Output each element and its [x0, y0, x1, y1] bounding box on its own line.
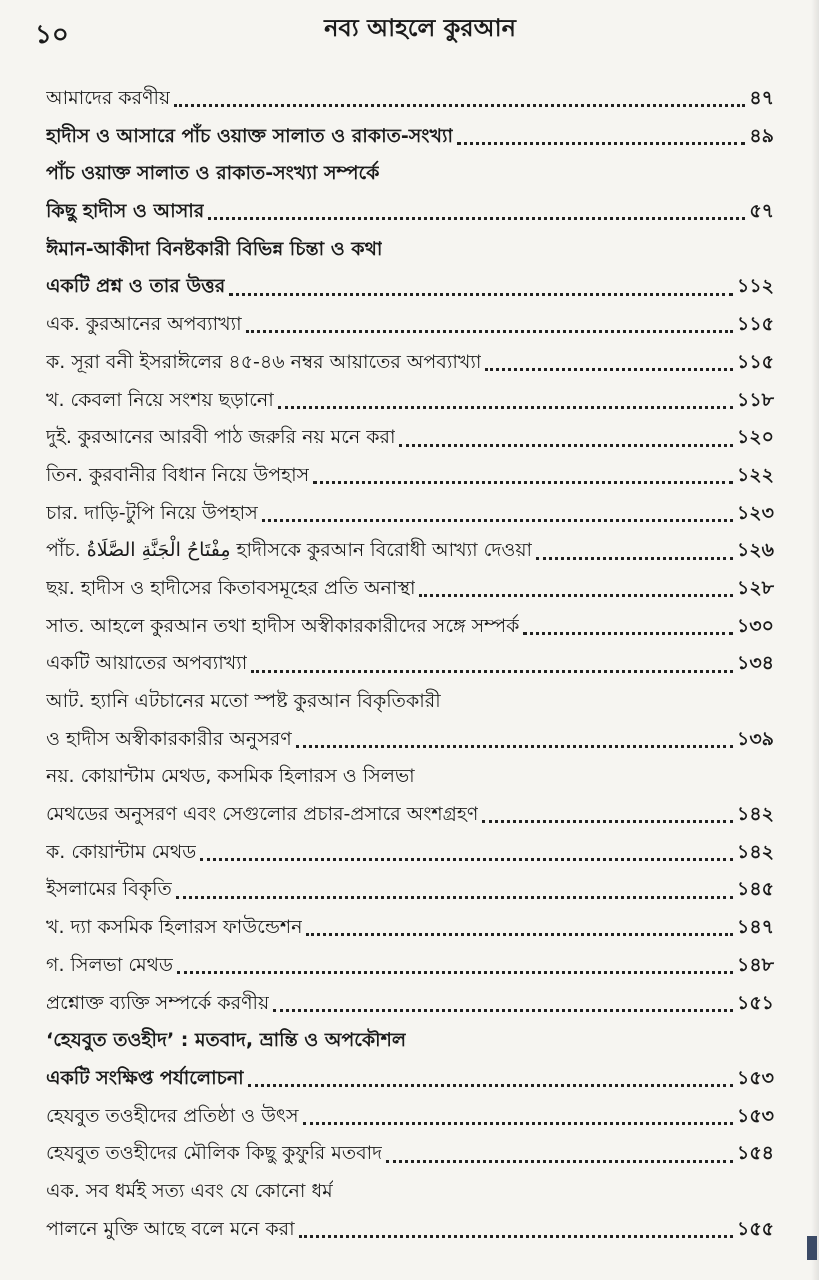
toc-row	[46, 834, 774, 872]
toc-row	[46, 796, 774, 834]
toc-entry-page-number: ১৪৫	[737, 878, 774, 901]
toc-row	[46, 268, 774, 306]
toc-entry-page-number: ১৩০	[736, 614, 774, 637]
toc-row	[46, 231, 774, 269]
toc-entry-page-number: ১৫৩	[736, 1066, 774, 1089]
toc-entry-page-number: ১২৮	[736, 576, 774, 599]
toc-entry-title: ক. সূরা বনী ইসরাঈলের ৪৫-৪৬ নম্বর আয়াতের অপব্যাখ্যা	[46, 350, 482, 373]
toc-entry-page-number: ১৪৭	[736, 916, 774, 939]
dot-leader	[399, 444, 732, 447]
toc-entry-title: দুই. কুরআনের আরবী পাঠ জরুরি নয় মনে করা	[46, 426, 396, 449]
dot-leader	[278, 406, 733, 409]
page-edge-shadow	[811, 0, 819, 1280]
toc-entry-page-number: ১৪২	[736, 840, 774, 863]
corner-mark	[807, 1236, 817, 1260]
toc-entry-title: পালনে মুক্তি আছে বলে মনে করা	[46, 1217, 295, 1240]
toc-entry-title: ইসলামের বিকৃতি	[46, 878, 172, 901]
toc-row	[46, 1173, 774, 1211]
toc-row	[46, 683, 774, 721]
toc-row	[46, 457, 774, 495]
toc-entry-title: খ. দ্যা কসমিক হিলারস ফাউন্ডেশন	[46, 916, 303, 939]
toc-entry-page-number: ১২০	[736, 426, 774, 449]
toc-entry-page-number: ১১২	[736, 275, 774, 298]
dot-leader	[482, 820, 733, 823]
toc-entry-title: ক. কোয়ান্টাম মেথড	[46, 840, 197, 863]
dot-leader	[208, 217, 745, 220]
toc-entry-page-number: ১১৫	[737, 313, 774, 336]
dot-leader	[386, 1160, 733, 1163]
toc-row	[46, 532, 774, 570]
toc-row	[46, 495, 774, 533]
toc-entry-title: পাঁচ. مِفْتَاحُ الْجَنَّةِ الصَّلَاةُ হাদীসকে কুরআন বিরোধী আখ্যা দেওয়া	[46, 539, 533, 562]
toc-entry-page-number: ১৩৪	[736, 652, 774, 675]
toc-entry-title: এক. সব ধর্মই সত্য এবং যে কোনো ধর্ম	[46, 1179, 333, 1202]
toc-row	[46, 306, 774, 344]
toc-row	[46, 118, 774, 156]
toc-entry-title: হাদীস ও আসারে পাঁচ ওয়াক্ত সালাত ও রাকাত-সংখ্যা	[46, 124, 453, 147]
toc-row	[46, 1060, 774, 1098]
page-number: ১০	[35, 20, 69, 50]
toc-entry-title: হেযবুত তওহীদের প্রতিষ্ঠা ও উৎস	[46, 1104, 299, 1127]
toc-entry-page-number: ১২৬	[736, 539, 774, 562]
toc-entry-title: একটি সংক্ষিপ্ত পর্যালোচনা	[46, 1066, 244, 1089]
toc-row	[46, 608, 774, 646]
toc-entry-page-number: ৪৯	[749, 124, 774, 147]
toc-entry-title: মেথডের অনুসরণ এবং সেগুলোর প্রচার-প্রসারে অংশগ্রহণ	[46, 803, 479, 826]
toc-row	[46, 721, 774, 759]
toc-row	[46, 344, 774, 382]
dot-leader	[485, 368, 733, 371]
toc-entry-title: তিন. কুরবানীর বিধান নিয়ে উপহাস	[46, 463, 310, 486]
toc-entry-title: হেযবুত তওহীদের মৌলিক কিছু কুফুরি মতবাদ	[46, 1142, 383, 1165]
dot-leader	[200, 858, 733, 861]
running-title: নব্য আহলে কুরআন	[324, 14, 516, 42]
dot-leader	[306, 933, 733, 936]
toc-entry-title: একটি আয়াতের অপব্যাখ্যা	[46, 652, 248, 675]
toc-entry-title: পাঁচ ওয়াক্ত সালাত ও রাকাত-সংখ্যা সম্পর্কে	[46, 162, 380, 185]
toc-row	[46, 758, 774, 796]
dot-leader	[296, 745, 733, 748]
toc-entry-title: খ. কেবলা নিয়ে সংশয় ছড়ানো	[46, 388, 274, 411]
toc-row	[46, 1135, 774, 1173]
table-of-contents	[46, 80, 774, 1248]
toc-entry-page-number: ১১৫	[737, 350, 774, 373]
dot-leader	[523, 632, 732, 635]
toc-entry-page-number: ১৫৫	[737, 1217, 774, 1240]
dot-leader	[299, 1235, 733, 1238]
toc-entry-page-number: ১২৩	[736, 501, 774, 524]
toc-row	[46, 570, 774, 608]
toc-row	[46, 155, 774, 193]
toc-row	[46, 80, 774, 118]
toc-row	[46, 1022, 774, 1060]
toc-entry-page-number: ১৫১	[737, 991, 774, 1014]
dot-leader	[251, 670, 733, 673]
dot-leader	[536, 557, 733, 560]
toc-entry-page-number: ১১৮	[737, 388, 774, 411]
toc-entry-title: নয়. কোয়ান্টাম মেথড, কসমিক হিলারস ও সিলভা	[46, 765, 415, 788]
toc-row	[46, 947, 774, 985]
dot-leader	[177, 971, 733, 974]
toc-entry-title: প্রশ্নোক্ত ব্যক্তি সম্পর্কে করণীয়	[46, 991, 270, 1014]
toc-entry-title: সাত. আহলে কুরআন তথা হাদীস অস্বীকারকারীদের সঙ্গে সম্পর্ক	[46, 614, 520, 637]
toc-entry-page-number: ১৫৩	[736, 1104, 774, 1127]
toc-entry-page-number: ১৪৮	[737, 953, 774, 976]
toc-entry-page-number: ৪৭	[749, 87, 774, 109]
toc-entry-page-number: ১৫৪	[737, 1142, 774, 1165]
dot-leader	[313, 481, 733, 484]
toc-row	[46, 909, 774, 947]
dot-leader	[262, 519, 733, 522]
toc-entry-title: চার. দাড়ি-টুপি নিয়ে উপহাস	[46, 501, 258, 524]
dot-leader	[176, 896, 733, 899]
dot-leader	[419, 594, 733, 597]
dot-leader	[248, 1084, 733, 1087]
toc-row	[46, 985, 774, 1023]
toc-entry-title: ছয়. হাদীস ও হাদীসের কিতাবসমূহের প্রতি অনাস্থা	[46, 576, 416, 599]
toc-row	[46, 871, 774, 909]
toc-entry-title: আমাদের করণীয়	[46, 87, 171, 109]
toc-entry-title: ও হাদীস অস্বীকারকারীর অনুসরণ	[46, 727, 292, 750]
toc-entry-page-number: ৫৭	[749, 200, 774, 223]
toc-entry-title: গ. সিলভা মেথড	[46, 953, 173, 976]
toc-row	[46, 193, 774, 231]
toc-row	[46, 645, 774, 683]
toc-entry-title: একটি প্রশ্ন ও তার উত্তর	[46, 275, 226, 298]
toc-row	[46, 1211, 774, 1249]
dot-leader	[246, 330, 733, 333]
toc-entry-page-number: ১২২	[736, 463, 774, 486]
dot-leader	[303, 1122, 733, 1125]
toc-entry-title: আট. হ্যানি এটচানের মতো স্পষ্ট কুরআন বিকৃতিকারী	[46, 690, 441, 712]
dot-leader	[174, 104, 745, 107]
toc-entry-page-number: ১৪২	[736, 803, 774, 826]
toc-entry-title: ‘হেযবুত তওহীদ’ : মতবাদ, ভ্রান্তি ও অপকৌশল	[46, 1029, 407, 1052]
dot-leader	[273, 1009, 733, 1012]
toc-entry-title: ঈমান-আকীদা বিনষ্টকারী বিভিন্ন চিন্তা ও কথা	[46, 237, 383, 260]
dot-leader	[457, 142, 745, 145]
toc-row	[46, 1098, 774, 1136]
toc-row	[46, 382, 774, 420]
toc-entry-title: কিছু হাদীস ও আসার	[46, 200, 205, 223]
toc-row	[46, 419, 774, 457]
toc-entry-page-number: ১৩৯	[736, 727, 774, 750]
dot-leader	[229, 293, 733, 296]
page-header	[0, 6, 819, 56]
toc-entry-title: এক. কুরআনের অপব্যাখ্যা	[46, 313, 242, 336]
